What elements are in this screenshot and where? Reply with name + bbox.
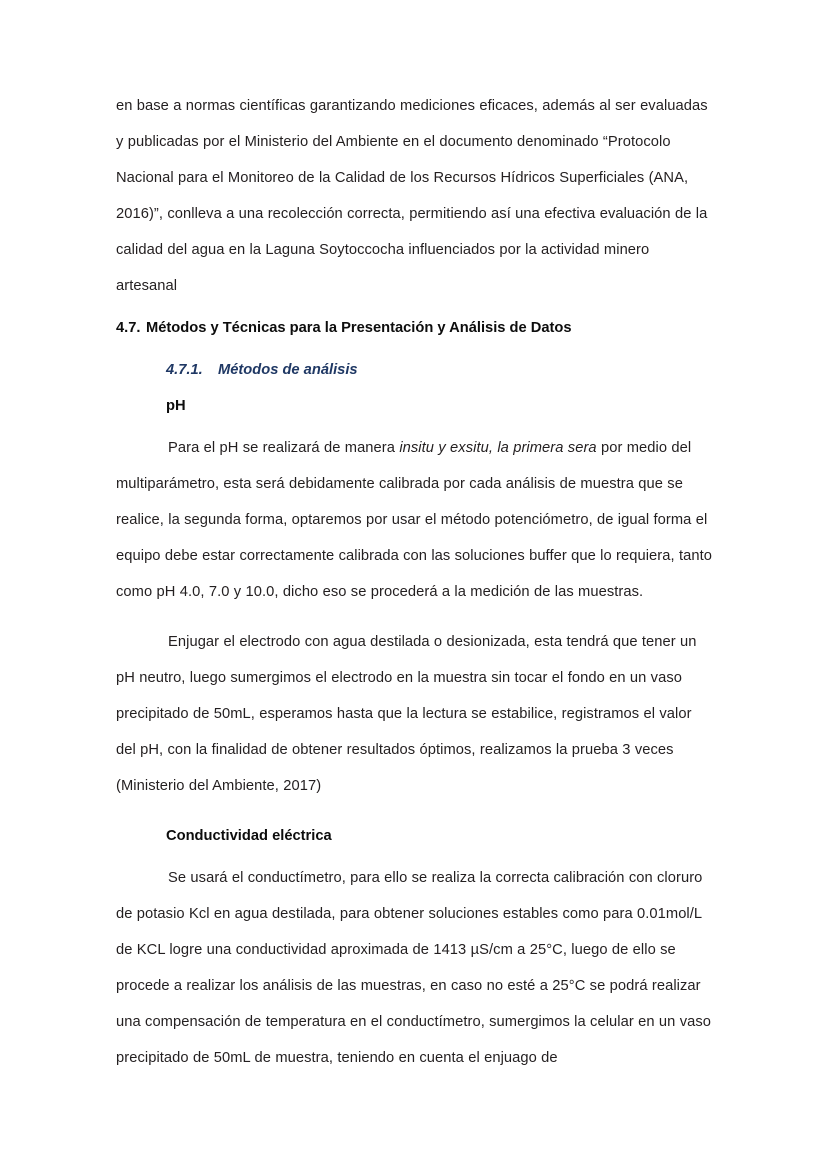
paragraph-ph-procedure: Enjugar el electrodo con agua destilada o desionizada, esta tendrá que tener un pH neutro, luego sumergimos el electrodo en la muestra sin tocar el fondo en un vaso precipitado de 50mL, esperamos hasta que la lectura se estabilice, registramos el valor del pH, con la finalidad de obtener resultados óptimos, realizamos la prueba 3 veces (Ministerio del Ambiente, 2017) [116, 634, 697, 794]
paragraph-conductivity: Se usará el conductímetro, para ello se realiza la correcta calibración con cloruro de potasio Kcl en agua destilada, para obtener soluciones estables como para 0.01mol/L de KCL logre una conductividad aproximada de 1413 µS/cm a 25°C, luego de ello se procede a realizar los análisis de las muestras, en caso no esté a 25°C se podrá realizar una compensación de temperatura en el conductímetro, sumergimos la celular en un vaso precipitado de 50mL de muestra, teniendo en cuenta el enjuago de [116, 870, 712, 1066]
section-heading-4-7 [116, 310, 712, 346]
page-content [116, 88, 712, 1076]
subsection-heading-4-7-1 [116, 352, 712, 388]
spacer [116, 610, 712, 624]
subsection-heading-title: Métodos de análisis [218, 362, 358, 378]
paragraph-continued: en base a normas científicas garantizando mediciones eficaces, además al ser evaluadas y publicadas por el Ministerio del Ambiente en el documento denominado “Protocolo Nacional para el Monitoreo de la Calidad de los Recursos Hídricos Superficiales (ANA, 2016)”, conlleva a una recolección correcta, permitiendo así una efectiva evaluación de la calidad del agua en la Laguna Soytoccocha influenciados por la actividad minero artesanal [116, 98, 708, 294]
subsection-heading-number: 4.7.1. [166, 362, 203, 378]
paragraph-ph-italic-run: insitu y exsitu, la primera sera [399, 440, 597, 456]
section-heading-title: Métodos y Técnicas para la Presentación y Análisis de Datos [146, 320, 572, 336]
section-heading-number: 4.7. [116, 320, 141, 336]
paragraph-ph-method [116, 430, 712, 610]
term-heading-conductividad: Conductividad eléctrica [166, 828, 332, 844]
term-heading-ph: pH [166, 398, 186, 414]
paragraph-ph-run-3: por medio del multiparámetro, esta será debidamente calibrada por cada análisis de muestra que se realice, la segunda forma, optaremos por usar el método potenciómetro, de igual forma el equipo debe estar correctamente calibrada con las soluciones buffer que lo requiera, tanto como pH 4.0, 7.0 y 10.0, dicho eso se procederá a la medición de las muestras. [116, 440, 712, 600]
spacer [116, 804, 712, 818]
paragraph-ph-run-1: Para el pH se realizará de manera [168, 440, 400, 456]
